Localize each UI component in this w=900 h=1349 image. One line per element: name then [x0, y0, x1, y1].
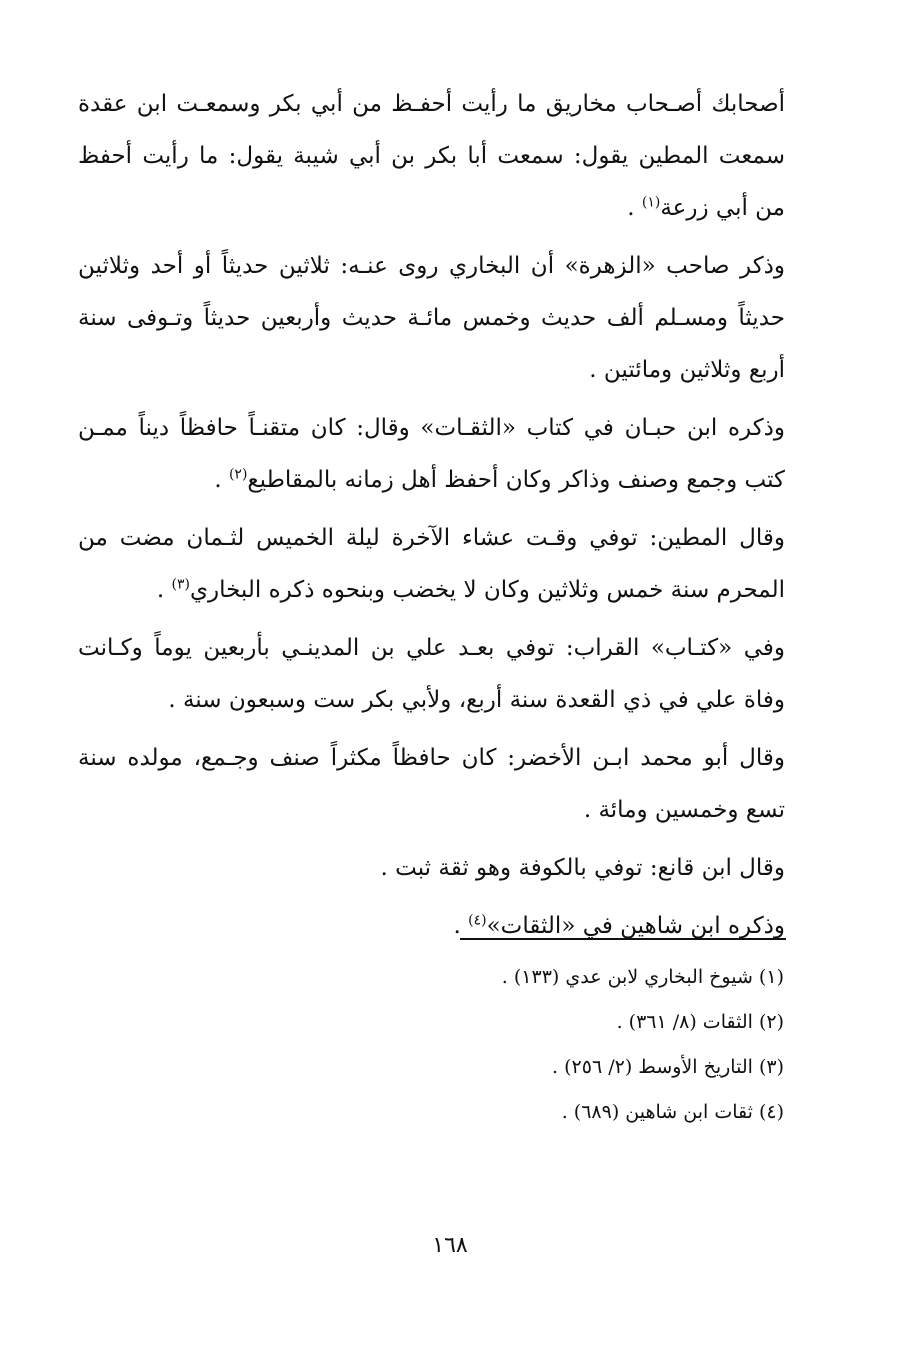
paragraph-1-tail: .	[627, 195, 642, 221]
footnote-ref-1[interactable]: (١)	[641, 194, 661, 211]
paragraph-5-text: وفي «كتـاب» القراب: توفي بعـد علي بن المدينـي بأربعين يوماً وكـانت وفاة علي في ذي القعدة سنة أربع، ولأبي بكر ست وسبعون سنة .	[78, 635, 785, 713]
paragraph-1	[78, 78, 785, 240]
paragraph-7	[78, 842, 785, 900]
paragraph-7-text: وقال ابن قانع: توفي بالكوفة وهو ثقة ثبت .	[380, 855, 785, 881]
footnote-ref-4[interactable]: (٤)	[468, 912, 487, 929]
paragraph-5	[78, 622, 785, 732]
paragraph-6	[78, 732, 785, 842]
footnote-4: (٤) ثقات ابن شاهين (٦٨٩) .	[561, 1101, 784, 1123]
paragraph-2	[78, 240, 785, 402]
footnote-2: (٢) الثقات (٨/ ٣٦١) .	[616, 1011, 784, 1033]
paragraph-4	[78, 512, 785, 622]
paragraph-1-text: أصحابك أصـحاب مخاريق ما رأيت أحفـظ من أبي بكر وسمعـت ابن عقدة سمعت المطين يقول: سمعت أبا بكر بن أبي شيبة يقول: ما رأيت أحفظ من أبي زرعة	[78, 91, 785, 221]
body-text	[78, 78, 785, 958]
paragraph-4-text: وقال المطين: توفي وقـت عشاء الآخرة ليلة الخميس لثـمان مضت من المحرم سنة خمس وثلاثين وكان لا يخضب وبنحوه ذكره البخاري	[78, 525, 785, 603]
footnotes	[300, 955, 784, 1135]
footnote-1: (١) شيوخ البخاري لابن عدي (١٣٣) .	[501, 966, 784, 988]
paragraph-2-text: وذكر صاحب «الزهرة» أن البخاري روى عنـه: ثلاثين حديثاً أو أحد وثلاثين حديثاً ومسـلم ألف حديث وخمس مائـة حديث وأربعين حديثاً وتـوفى سنة أربع وثلاثين ومائتين .	[78, 253, 785, 383]
page-number: ١٦٨	[432, 1233, 468, 1258]
paragraph-8	[78, 900, 785, 958]
paragraph-4-tail: .	[156, 577, 172, 603]
footnote-ref-2[interactable]: (٢)	[228, 466, 248, 483]
paragraph-8-tail: .	[453, 913, 469, 939]
paragraph-8-text: وذكره ابن شاهين في «الثقات»	[486, 913, 785, 939]
paragraph-6-text: وقال أبو محمد ابـن الأخضر: كان حافظاً مكثراً صنف وجـمع، مولده سنة تسع وخمسين ومائة .	[78, 745, 785, 823]
footnote-3: (٣) التاريخ الأوسط (٢/ ٢٥٦) .	[552, 1056, 784, 1078]
paragraph-3-tail: .	[214, 467, 229, 493]
footnote-separator	[460, 938, 786, 940]
paragraph-3-text: وذكره ابن حبـان في كتاب «الثقـات» وقال: كان متقنـاً حافظاً ديناً ممـن كتب وجمع وصنف وذاكر وكان أحفظ أهل زمانه بالمقاطيع	[78, 415, 785, 493]
paragraph-3	[78, 402, 785, 512]
footnote-ref-3[interactable]: (٣)	[171, 576, 190, 593]
